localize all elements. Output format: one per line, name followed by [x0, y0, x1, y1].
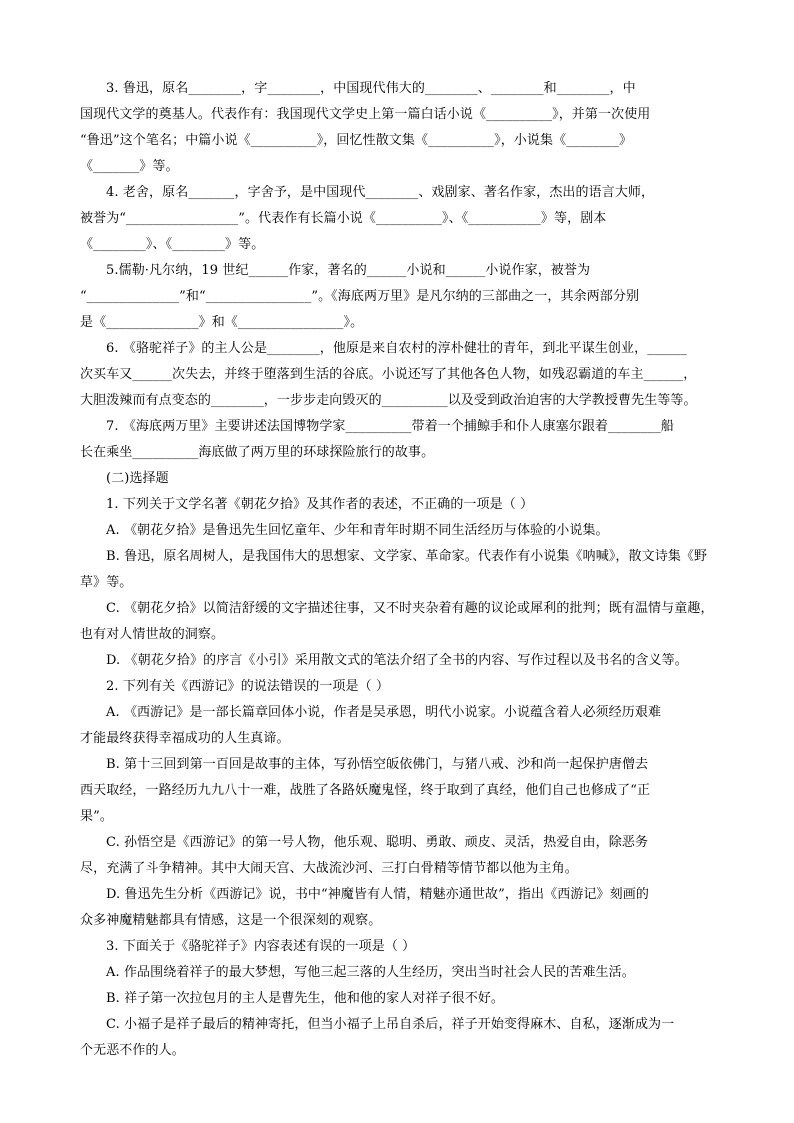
q3-fill-line-1: 3. 鲁迅，原名________，字________，中国现代伟大的________、________和________，中 [106, 81, 636, 96]
q3-fill-line-3: “鲁迅”这个笔名；中篇小说《__________》，回忆性散文集《__________》，小说集《________》 [80, 133, 633, 148]
q3-fill-line-2: 国现代文学的奠基人。代表作有：我国现代文学史上第一篇白话小说《__________》，并第一次使用 [80, 107, 651, 122]
mc3-option-c-1: C. 小福子是祥子最后的精神寄托，但当小福子上吊自杀后，祥子开始变得麻木、自私，逐渐成为一 [106, 1017, 675, 1032]
mc3-option-c-2: 个无恶不作的人。 [80, 1043, 185, 1058]
q4-fill-line-3: 《________》、《________》等。 [80, 237, 265, 252]
mc1-option-b-1: B. 鲁迅，原名周树人，是我国伟大的思想家、文学家、革命家。代表作有小说集《呐喊》，散文诗集《野 [106, 549, 708, 564]
mc3-stem: 3. 下面关于《骆驼祥子》内容表述有误的一项是（ ） [106, 939, 416, 954]
q5-fill-line-3: 是《______________》和《________________》。 [80, 315, 364, 330]
q3-fill-line-4: 《_______》等。 [80, 159, 179, 174]
mc1-option-d: D. 《朝花夕拾》的序言《小引》采用散文式的笔法介绍了全书的内容、写作过程以及书名的含义等。 [106, 653, 688, 668]
q7-fill-line-2: 长在乘坐__________海底做了两万里的环球探险旅行的故事。 [80, 445, 435, 460]
mc2-option-d-1: D. 鲁迅先生分析《西游记》说，书中“神魔皆有人情，精魅亦通世故”，指出《西游记》刻画的 [106, 887, 649, 902]
mc2-stem: 2. 下列有关《西游记》的说法错误的一项是（ ） [106, 679, 390, 694]
mc2-option-b-2: 西天取经，一路经历九九八十一难，战胜了各路妖魔鬼怪，终于取到了真经，他们自己也修成了“正 [80, 783, 651, 798]
mc3-option-b: B. 祥子第一次拉包月的主人是曹先生，他和他的家人对祥子很不好。 [106, 991, 505, 1006]
mc2-option-a-1: A. 《西游记》是一部长篇章回体小说，作者是吴承恩，明代小说家。小说蕴含着人必须经历艰难 [106, 705, 662, 720]
mc1-option-b-2: 草》等。 [80, 575, 133, 590]
q4-fill-line-2: 被誉为“_________________”。代表作有长篇小说《__________》、《___________》等，剧本 [80, 211, 607, 226]
mc2-option-a-2: 才能最终获得幸福成功的人生真谛。 [80, 731, 290, 746]
q6-fill-line-2: 次买车又______次失去，并终于堕落到生活的谷底。小说还写了其他各色人物，如残忍霸道的车主______， [80, 367, 697, 382]
mc2-option-c-2: 尽，充满了斗争精神。其中大闹天宫、大战流沙河、三打白骨精等情节都以他为主角。 [80, 861, 578, 876]
q5-fill-line-2: “______________”和“________________”。《海底两万里》是凡尔纳的三部曲之一，其余两部分别 [80, 289, 640, 304]
mc1-option-c-1: C. 《朝花夕拾》以简洁舒缓的文字描述往事，又不时夹杂着有趣的议论或犀利的批判；既有温情与童趣， [106, 601, 714, 616]
q4-fill-line-1: 4. 老舍，原名_______，字舍予，是中国现代________、戏剧家、著名作家，杰出的语言大师， [106, 185, 655, 200]
q5-fill-line-1: 5.儒勒·凡尔纳，19 世纪______作家，著名的______小说和______小说作家，被誉为 [106, 263, 591, 278]
mc2-option-b-3: 果”。 [80, 809, 113, 824]
mc2-option-d-2: 众多神魔精魅都具有情感，这是一个很深刻的观察。 [80, 913, 382, 928]
mc3-option-a: A. 作品围绕着祥子的最大梦想，写他三起三落的人生经历，突出当时社会人民的苦难生活。 [106, 965, 635, 980]
mc1-option-a: A. 《朝花夕拾》是鲁迅先生回忆童年、少年和青年时期不同生活经历与体验的小说集。 [106, 523, 609, 538]
section-heading-choice: (二)选择题 [106, 471, 169, 486]
mc1-stem: 1. 下列关于文学名著《朝花夕拾》及其作者的表述，不正确的一项是（ ） [106, 497, 534, 512]
q6-fill-line-3: 大胆泼辣而有点变态的________，一步步走向毁灭的__________以及受到政治迫害的大学教授曹先生等等。 [80, 393, 697, 408]
mc1-option-c-2: 也有对人情世故的洞察。 [80, 627, 225, 642]
mc2-option-b-1: B. 第十三回到第一百回是故事的主体，写孙悟空皈依佛门，与猪八戒、沙和尚一起保护唐僧去 [106, 757, 649, 772]
q7-fill-line-1: 7. 《海底两万里》主要讲述法国博物学家__________带着一个捕鲸手和仆人康塞尔跟着________船 [106, 419, 674, 434]
mc2-option-c-1: C. 孙悟空是《西游记》的第一号人物，他乐观、聪明、勇敢、顽皮、灵活，热爱自由，除恶务 [106, 835, 649, 850]
q6-fill-line-1: 6. 《骆驼祥子》的主人公是________，他原是来自农村的淳朴健壮的青年，到北平谋生创业，______ [106, 341, 687, 356]
